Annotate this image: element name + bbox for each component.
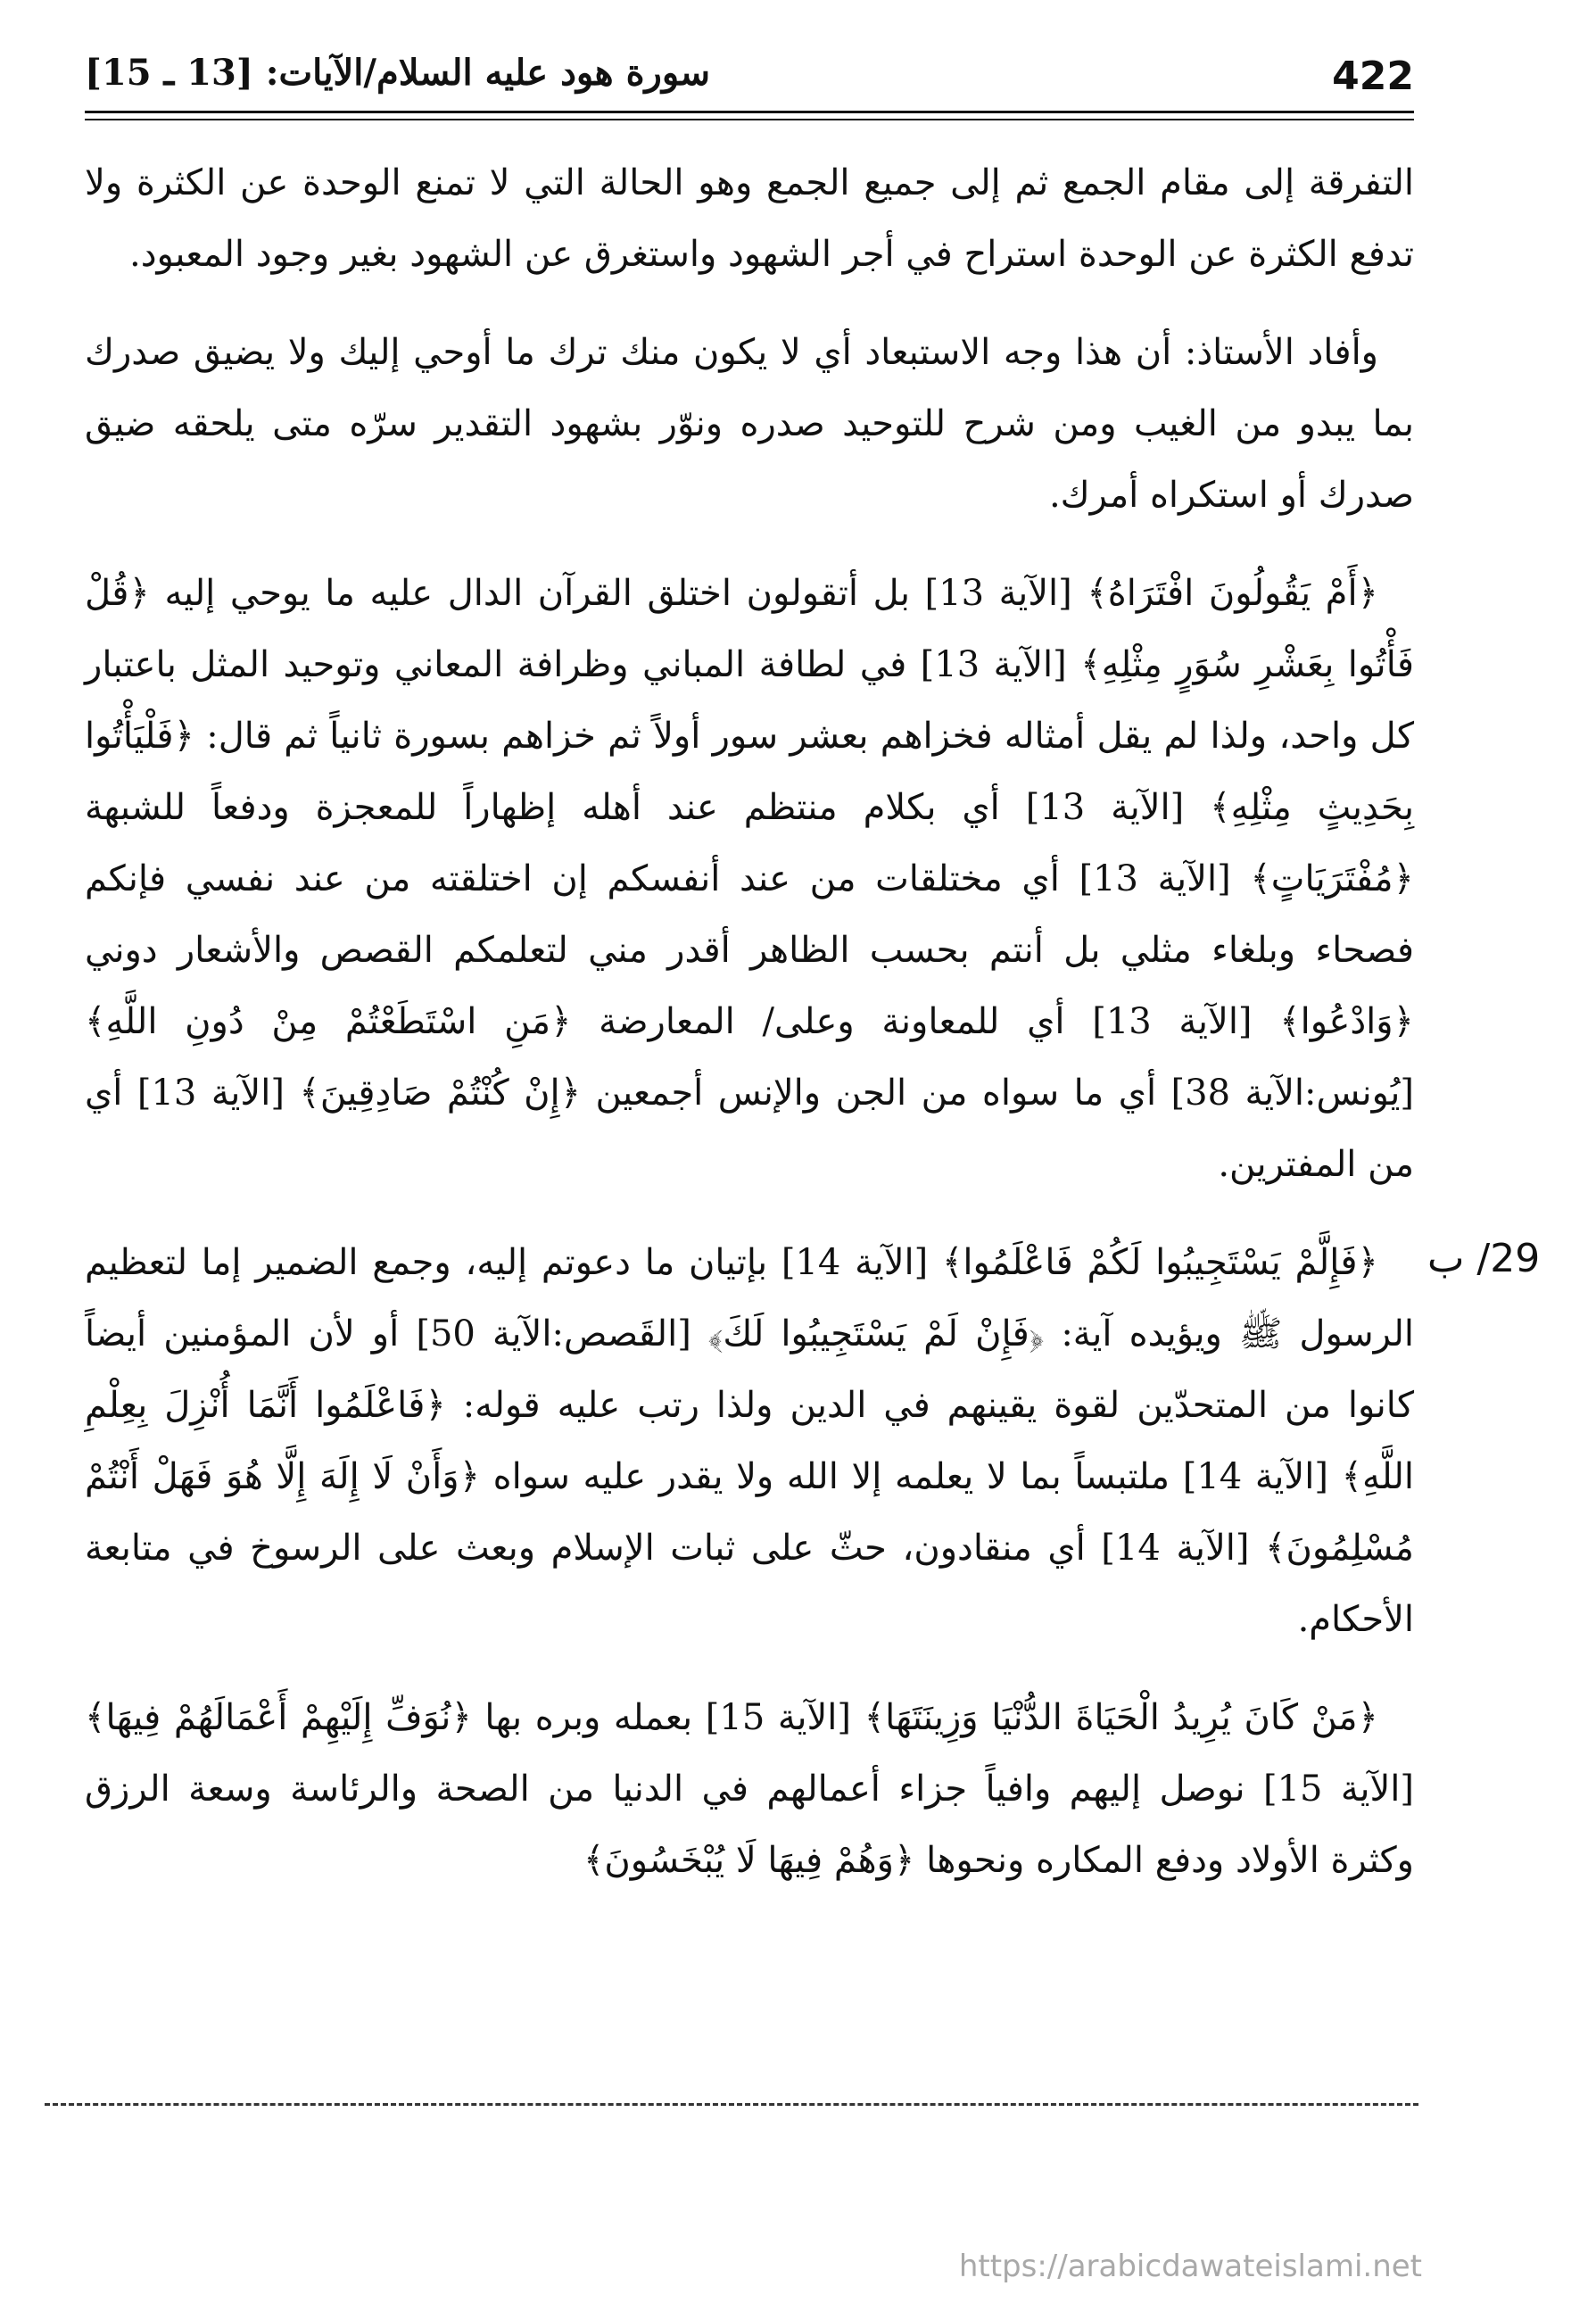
paragraph-1: التفرقة إلى مقام الجمع ثم إلى جميع الجمع وهو الحالة التي لا تمنع الوحدة عن الكثرة ولا تدفع الكثرة عن الوحدة استراح في أجر الشهود واستغرق عن الشهود بغير وجود المعبود. — [85, 162, 1414, 275]
page-header — [85, 52, 1414, 105]
margin-note: 29/ ب — [1427, 1236, 1541, 1281]
header-rule-top — [85, 111, 1414, 113]
watermark-url: https://arabicdawateislami.net — [958, 2249, 1422, 2284]
body-text — [85, 147, 1414, 1923]
paragraph-3: ﴿أَمْ يَقُولُونَ افْتَرَاهُ﴾ [الآية 13] بل أتقولون اختلق القرآن الدال عليه ما يوحي إليه ﴿قُلْ فَأْتُوا بِعَشْرِ سُوَرٍ مِثْلِهِ﴾ [الآية 13] في لطافة المباني وظرافة المعاني وتوحيد المثل باعتبار كل واحد، ولذا لم يقل أمثاله فخزاهم بعشر سور أولاً ثم خزاهم بسورة ثانياً ثم قال: ﴿فَلْيَأْتُوا بِحَدِيثٍ مِثْلِهِ﴾ [الآية 13] أي بكلام منتظم عند أهله إظهاراً للمعجزة ودفعاً للشبهة ﴿مُفْتَرَيَاتٍ﴾ [الآية 13] أي مختلقات من عند أنفسكم إن اختلقته من عند نفسي فإنكم فصحاء وبلغاء مثلي بل أنتم بحسب الظاهر أقدر مني لتعلمكم القصص والأشعار دوني ﴿وَادْعُوا﴾ [الآية 13] أي للمعاونة وعلى/ المعارضة ﴿مَنِ اسْتَطَعْتُمْ مِنْ دُونِ اللَّهِ﴾ [يُونس:الآية 38] أي ما سواه من الجن والإنس أجمعين ﴿إِنْ كُنْتُمْ صَادِقِينَ﴾ [الآية 13] أي من المفترين. — [85, 573, 1415, 1185]
page-number: 422 — [1332, 54, 1414, 99]
header-rule-bottom — [85, 119, 1414, 120]
paragraph-2: وأفاد الأستاذ: أن هذا وجه الاستبعاد أي لا يكون منك ترك ما أوحي إليك ولا يضيق صدرك بما يبدو من الغيب ومن شرح للتوحيد صدره ونوّر بشهود التقدير سرّه متى يلحقه ضيق صدرك أو استكراه أمرك. — [85, 332, 1414, 516]
running-title: سورة هود عليه السلام/الآيات: [13 ـ 15] — [85, 52, 711, 94]
dashed-divider — [45, 2103, 1418, 2106]
paragraph-5: ﴿مَنْ كَانَ يُرِيدُ الْحَيَاةَ الدُّنْيَا وَزِينَتَهَا﴾ [الآية 15] بعمله وبره بها ﴿نُوَفِّ إِلَيْهِمْ أَعْمَالَهُمْ فِيهَا﴾ [الآية 15] نوصل إليهم وافياً جزاء أعمالهم في الدنيا من الصحة والرئاسة وسعة الرزق وكثرة الأولاد ودفع المكاره ونحوها ﴿وَهُمْ فِيهَا لَا يُبْخَسُونَ﴾ — [85, 1697, 1414, 1881]
paragraph-4: ﴿فَإِلَّمْ يَسْتَجِيبُوا لَكُمْ فَاعْلَمُوا﴾ [الآية 14] بإتيان ما دعوتم إليه، وجمع الضمير إما لتعظيم الرسول ﷺ ويؤيده آية: ﴿فَإِنْ لَمْ يَسْتَجِيبُوا لَكَ﴾ [القَصص:الآية 50] أو لأن المؤمنين أيضاً كانوا من المتحدّين لقوة يقينهم في الدين ولذا رتب عليه قوله: ﴿فَاعْلَمُوا أَنَّمَا أُنْزِلَ بِعِلْمِ اللَّهِ﴾ [الآية 14] ملتبساً بما لا يعلمه إلا الله ولا يقدر عليه سواه ﴿وَأَنْ لَا إِلَهَ إِلَّا هُوَ فَهَلْ أَنْتُمْ مُسْلِمُونَ﴾ [الآية 14] أي منقادون، حثّ على ثبات الإسلام وبعث على الرسوخ في متابعة الأحكام. — [85, 1242, 1415, 1640]
